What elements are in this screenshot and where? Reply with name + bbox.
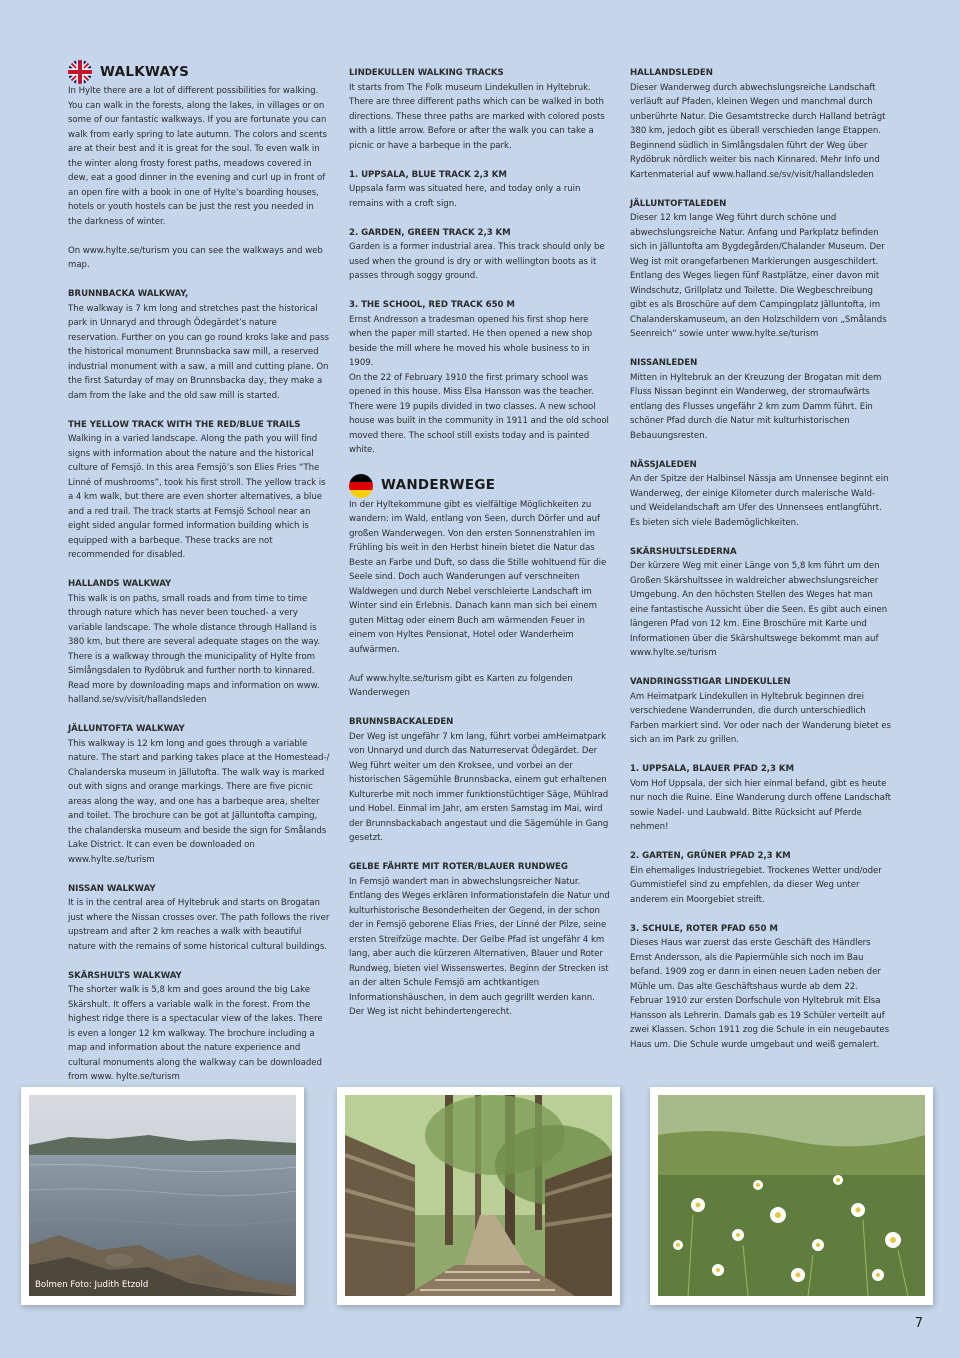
en-section-lindekullen <box>349 66 611 153</box>
column-3 <box>630 66 892 1067</box>
wanderwege-title: WANDERWEGE <box>381 477 496 494</box>
en-section-nissan <box>68 882 330 955</box>
section-text: Vom Hof Uppsala, der sich hier einmal befand, gibt es heute nur noch die Ruine. Eine Wanderung durch offene Landschaft sowie Nadel- und Laubwald. Bitte Rücksicht auf Pferde nehmen! <box>630 778 891 832</box>
section-text: Ernst Andresson a tradesman opened his first shop here when the paper mill started. He then opened a new shop beside the mill where he moved his whole business to in 1909. <box>349 314 593 368</box>
section-text: In Femsjö wandert man in abwechslungsreicher Natur. Entlang des Weges erklären Informationstafeln die Natur und kulturhistorische Besonderheiten der Gegend, in der schon der in Femsjö geborene Elias Fries, der Linné der Pilze, seine ersten Streifzüge machte. Der Gelbe Pfad ist ungefähr 4 km lang, aber auch die kürzeren Alternativen, Blauer und Roter Rundweg, bieten viel Wissenswertes. Beginn der Strecken ist an der alten Schule Femsjö am achtkantigen Informationshäuschen, in dem auch gegrillt werden kann. Der Weg ist nicht behindertengerecht. <box>349 876 610 1017</box>
section-heading: 2. GARDEN, GREEN TRACK 2,3 KM <box>349 227 511 238</box>
section-text: It starts from The Folk museum Lindekullen in Hyltebruk. There are three different paths which can be walked in both directions. These three paths are marked with colored posts with a little arrow. Before or after the walk you can take a picnic or have a barbeque in the park. <box>349 82 605 151</box>
section-text: Walking in a varied landscape. Along the path you will find signs with information about the nature and the historical culture of Femsjö. In this area Femsjö’s son Elies Fries “The Linné of mushrooms”, took his first stroll. The yellow track is a 4 km walk, but there are even shorter alternatives, a blue and a red trail. The track starts at Femsjö School near an eight sided angular formed information building which is equipped with a barbeque. These tracks are not recommended for disabled. <box>68 434 326 560</box>
en-section-skarshults <box>68 969 330 1085</box>
section-text: Mitten in Hyltebruk an der Kreuzung der Brogatan mit dem Fluss Nissan beginnt ein Wanderweg, der stromaufwärts entlang des Flusses ungefähr 2 km zum Damm führt. Ein schöner Pfad durch die Natur mit kulturhistorischen Bebauungsresten. <box>630 372 882 441</box>
walkways-title: WALKWAYS <box>100 63 190 80</box>
section-text: Der Weg ist ungefähr 7 km lang, führt vorbei amHeimatpark von Unnaryd und durch das Naturreservat Ödegärdet. Der Weg führt weiter um den Kroksee, und vorbei an der historischen Sägemühle Brunnsbacka, einem gut erhaltenen Kulturerbe mit noch immer funktionstüchtiger Säge, Mühlrad und Hobel. Einmal im Jahr, am ersten Samstag im Mai, wird der Brunnsbackabach angestaut und die Sägemühle in Gang gesetzt. <box>349 731 609 843</box>
section-heading: LINDEKULLEN WALKING TRACKS <box>349 68 504 78</box>
de-section-nissanleden <box>630 356 892 443</box>
photo-flowers-frame <box>650 1087 933 1305</box>
column-2 <box>349 66 611 1034</box>
de-section-uppsala <box>630 762 892 835</box>
section-text: Dieser Wanderweg durch abwechslungsreiche Landschaft verläuft auf Pfaden, kleinen Wegen und manchmal durch unberührte Natur. Die Gesamtstrecke durch Halland beträgt 380 km, jedoch gibt es überall verschieden lange Etappen. Beginnend südlich in Simlångsdalen führt der Weg über Rydöbruk nördlich weiter bis nach Kinnared. Mehr Info und Kartenmaterial auf www.halland.se/sv/visit/hallandsleden <box>630 82 886 180</box>
photo-flowers <box>658 1095 925 1296</box>
section-heading: SKÄRSHULTSLEDERNA <box>630 546 737 557</box>
en-section-garden <box>349 226 611 284</box>
de-intro: In der Hyltekommune gibt es vielfältige Möglichkeiten zu wandern: im Wald, entlang von Seen, durch Dörfer und auf großen Wanderwegen. Von den ersten Sonnenstrahlen im Frühling bis weit in den Herbst hinein bietet die Natur das Beste an Farbe und Duft, so dass die Stille wohltuend für die Seele sind. Doch auch Wanderungen auf verschneiten Waldwegen und durch Nebel verschleierte Landschaft im Winter sind ein Erlebnis. Danach kann man sich bei einem guten Mittag oder einem Buch am wärmenden Feuer in einem von Hyltes Pensionat, Hotel oder Wanderheim aufwärmen. <box>349 499 607 655</box>
de-section-hallandsleden <box>630 66 892 182</box>
section-heading: THE YELLOW TRACK WITH THE RED/BLUE TRAILS <box>68 419 301 430</box>
walkways-header <box>68 60 330 84</box>
column-1 <box>68 60 330 1099</box>
section-heading: 1. UPPSALA, BLUE TRACK 2,3 KM <box>349 169 507 180</box>
de-section-garten <box>630 849 892 907</box>
photo-lake <box>29 1095 296 1296</box>
section-heading: HALLANDS WALKWAY <box>68 579 172 589</box>
section-heading: HALLANDSLEDEN <box>630 68 713 78</box>
section-text: This walk is on paths, small roads and from time to time through nature which has never been touched- a very variable landscape. The whole distance through Halland is 380 km, but there are several adequate stages on the way. There is a walkway through the municipality of Hylte from Simlångsdalen to Rydöbruk and further north to kinnared. <box>68 593 321 676</box>
section-heading: NISSANLEDEN <box>630 358 698 368</box>
section-heading: 3. SCHULE, ROTER PFAD 650 M <box>630 923 778 934</box>
section-text: An der Spitze der Halbinsel Nässja am Unnensee beginnt ein Wanderweg, der einige Kilometer durch malerische Wald- und Weidelandschaft am Ufer des Unnensees entlangführt. Es bieten sich viele Bademöglichkeiten. <box>630 474 889 528</box>
en-section-uppsala <box>349 168 611 212</box>
section-heading: 3. THE SCHOOL, RED TRACK 650 M <box>349 300 515 310</box>
section-heading: 1. UPPSALA, BLAUER PFAD 2,3 KM <box>630 764 794 774</box>
de-section-jalluntoftaleden <box>630 197 892 342</box>
en-intro: In Hylte there are a lot of different possibilities for walking. You can walk in the forests, along the lakes, in villages or on some of our fantastic walkways. If you are fortunate you can walk from early spring to late autumn. The colors and scents are at their best and it is great for the soul. To even walk in the winter along frosty forest paths, meadows covered in dew, eat a good dinner in the evening and curl up in front of an open fire with a book in one of Hylte’s boarding houses, hotels or youth hostels can be just the rest you needed in the darkness of winter. <box>68 86 327 227</box>
section-heading: BRUNNBACKA WALKWAY, <box>68 289 189 299</box>
uk-flag-icon <box>68 60 92 84</box>
section-text: Garden is a former industrial area. This track should only be used when the ground is dry or with wellington boots as it passes through soggy ground. <box>349 242 605 281</box>
section-text: Am Heimatpark Lindekullen in Hyltebruk beginnen drei verschiedene Wanderrunden, die durch unterschiedlich Farben markiert sind. Vor oder nach der Wanderung bietet es sich an im Park zu grillen. <box>630 691 891 745</box>
photo-forest <box>345 1095 612 1296</box>
section-text: Der kürzere Weg mit einer Länge von 5,8 km führt um den Großen Skärshultssee in waldreicher abwechslungsreicher Umgebung. An den höchsten Stellen des Weges hat man eine fantastische Aussicht über die Seen. Es gibt auch einen längeren Pfad von 12 km. Eine Broschüre mit Karte und Informationen über die Skärshultswege bekommt man auf www.hylte.se/turism <box>630 561 888 658</box>
photo-forest-frame <box>337 1087 620 1305</box>
de-section-brunnsbacka <box>349 715 611 846</box>
photo-caption: Bolmen Foto: Judith Etzold <box>35 1280 149 1290</box>
section-heading: SKÄRSHULTS WALKWAY <box>68 970 182 981</box>
section-text: Uppsala farm was situated here, and today only a ruin remains with a croft sign. <box>349 184 581 209</box>
section-text: Ein ehemaliges Industriegebiet. Trockenes Wetter und/oder Gummistiefel sind zu empfehlen, da dieser Weg unter anderem ein Moorgebiet streift. <box>630 865 882 905</box>
section-text-2: Read more by downloading maps and information on www. halland.se/sv/visit/hallandsleden <box>68 680 320 705</box>
german-flag-icon <box>349 474 373 498</box>
en-section-hallands <box>68 577 330 708</box>
en-section-brunnbacka <box>68 287 330 403</box>
section-text: This walkway is 12 km long and goes through a variable nature. The start and parking takes place at the Homestead-/ Chalanderska museum in Jällutofta. The walk way is marked out with signs and orange markings. There are five picnic areas along the way, and one has a barbeque area, shelter and toilet. The brochure can be got at Jälluntofta camping, the chalanderska museum and beside the sign for Smålands Lake District. It can even be downloaded on www.hylte.se/turism <box>68 738 330 865</box>
de-section-nassjaleden <box>630 458 892 531</box>
section-heading: NISSAN WALKWAY <box>68 883 156 894</box>
photo-lake-frame <box>21 1087 304 1305</box>
section-text-2: On the 22 of February 1910 the first primary school was opened in this house. Miss Elsa Hansson was the teacher. There were 19 pupils divided in two classes. A new school house was built in the community in 1911 and the old school moved there. The school still exists today and is painted white. <box>349 372 609 455</box>
section-heading: JÄLLUNTOFTA WALKWAY <box>68 724 185 734</box>
section-heading: NÄSSJALEDEN <box>630 459 697 470</box>
section-heading: BRUNNSBACKALEDEN <box>349 717 454 727</box>
de-section-skarshultsledera <box>630 545 892 661</box>
section-heading: JÄLLUNTOFTALEDEN <box>630 198 727 209</box>
wanderwege-header <box>349 474 611 498</box>
de-section-gelbe-fahrte <box>349 860 611 1020</box>
de-section-schule <box>630 922 892 1053</box>
de-section-vandringsstigar <box>630 675 892 748</box>
en-intro-web: On www.hylte.se/turism you can see the walkways and web map. <box>68 245 323 270</box>
en-section-school <box>349 298 611 458</box>
section-text: The shorter walk is 5,8 km and goes around the big Lake Skärshult. It offers a variable walk in the forest. From the highest ridge there is a spectacular view of the lakes. There is even a longer 12 km walkway. The brochure including a map and information about the nature experience and cultural monuments along the walkway can be downloaded from www. hylte.se/turism <box>68 985 323 1082</box>
en-section-jalluntofta <box>68 722 330 867</box>
page-number: 7 <box>914 1316 923 1331</box>
section-text: The walkway is 7 km long and stretches past the historical park in Unnaryd and through Ödegärdet’s nature reservation. Further on you can go round kroks lake and pass the historical monument Brunnsbacka saw mill, a reserved industrial monument with a saw, a mill and cutting plane. On the first Saturday of may on Brunnsbacka day, they make a dam from the lake and the old saw mill is started. <box>68 303 329 401</box>
section-text: It is in the central area of Hyltebruk and starts on Brogatan just where the Nissan crosses over. The path follows the river upstream and after 2 km reaches a walk with beautiful nature with the remains of some historical cultural buildings. <box>68 898 330 952</box>
section-heading: GELBE FÄHRTE MIT ROTER/BLAUER RUNDWEG <box>349 862 568 872</box>
de-intro-web: Auf www.hylte.se/turism gibt es Karten zu folgenden Wanderwegen <box>349 673 573 698</box>
en-section-yellow-track <box>68 418 330 563</box>
section-heading: 2. GARTEN, GRÜNER PFAD 2,3 KM <box>630 851 791 861</box>
section-text: Dieses Haus war zuerst das erste Geschäft des Händlers Ernst Andersson, als die Papiermühle sich noch im Bau befand. 1909 zog er dann in einen neuen Laden neben der Mühle um. Das alte Geschäftshaus wurde ab dem 22. Februar 1910 zur ersten Dorfschule von Hyltebruk mit Elsa Hansson als Lehrerin. Damals gab es 19 Schüler verteilt auf zwei Klassen. Schon 1911 zog die Schule in ein neugebautes Haus um. Die Schule wurde umgebaut und weiß gemalert. <box>630 938 890 1050</box>
section-text: Dieser 12 km lange Weg führt durch schöne und abwechslungsreiche Natur. Anfang und Parkplatz befinden sich in Jälluntofta am Bygdegården/Chalander Museum. Der Weg ist mit orangefarbenen Markierungen ausgeschildert. Entlang des Weges liegen fünf Rastplätze, einer davon mit Windschutz, Grillplatz und Toilette. Die Wegbeschreibung gibt es als Broschüre auf dem Campingplatz Jälluntofta, im Chalanderskamuseum, an den Holzschildern von „Smålands Seenreich“ sowie unter www.hylte.se/turism <box>630 213 887 339</box>
section-heading: VANDRINGSSTIGAR LINDEKULLEN <box>630 677 791 687</box>
